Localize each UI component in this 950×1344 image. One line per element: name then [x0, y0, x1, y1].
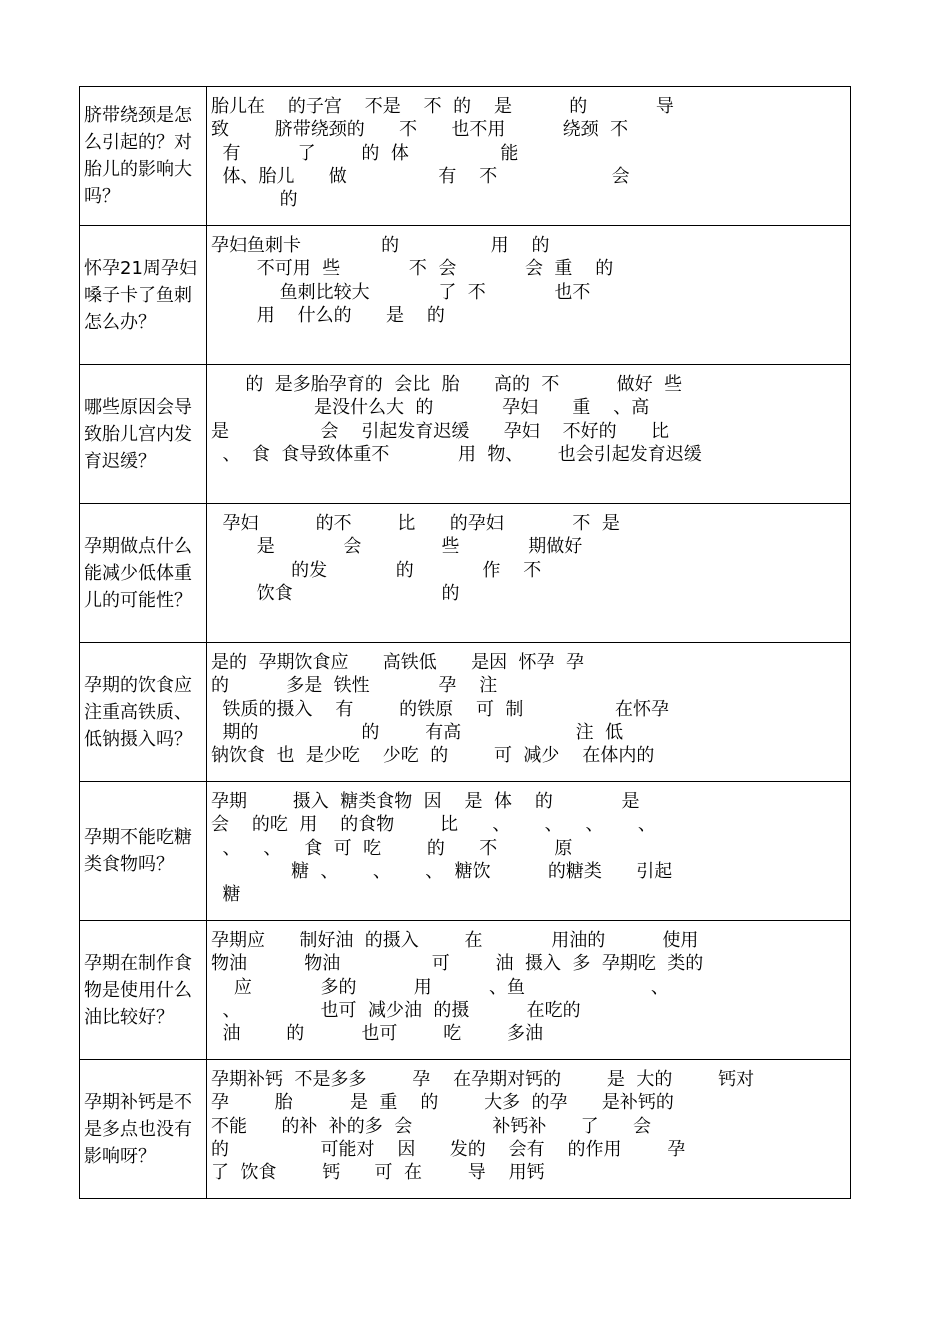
- answer-line: 钠饮食 也 是少吃 少吃 的 可 减少 在体内的: [211, 745, 655, 767]
- answer-line: 、 、 食 可 吃 的 不 原: [211, 837, 573, 859]
- answer-line: 了 饮食 钙 可 在 导 用钙: [211, 1162, 545, 1184]
- answer-line: 油 的 也可 吃 多油: [211, 1023, 543, 1045]
- question-cell: 孕期做点什么能减少低体重儿的可能性？: [80, 504, 207, 643]
- question-cell: 脐带绕颈是怎么引起的？对胎儿的影响大吗？: [80, 87, 207, 226]
- answer-cell: [207, 87, 851, 226]
- answer-cell: [207, 782, 851, 921]
- question-cell: 孕期补钙是不是多点也没有影响呀？: [80, 1060, 207, 1199]
- answer-line: 的 是多胎孕育的 会比 胎 高的 不 做好 些: [211, 374, 683, 395]
- question-cell: 哪些原因会导致胎儿宫内发育迟缓？: [80, 365, 207, 504]
- faq-row: [80, 643, 851, 782]
- faq-row: [80, 921, 851, 1060]
- answer-cell: [207, 921, 851, 1060]
- answer-line: 是的 孕期饮食应 高铁低 是因 怀孕 孕: [211, 652, 584, 673]
- answer-line: 胎儿在 的子宫 不是 不 的 是 的 导: [211, 96, 674, 117]
- answer-cell: [207, 1060, 851, 1199]
- answer-line: 有 了 的 体 能: [211, 142, 519, 164]
- answer-line: 不可用 些 不 会 会 重 的: [211, 258, 614, 280]
- answer-line: 用 什么的 是 的: [211, 304, 445, 326]
- answer-line: 糖 、 、 、 糖饮 的糖类 引起: [211, 860, 673, 882]
- faq-row: [80, 87, 851, 226]
- answer-line: 是 会 引起发育迟缓 孕妇 不好的 比: [211, 420, 669, 442]
- answer-line: 会 的吃 用 的食物 比 、 、 、 、: [211, 814, 656, 836]
- answer-line: 铁质的摄入 有 的铁原 可 制 在怀孕: [211, 698, 669, 720]
- answer-line: 是 会 些 期做好: [211, 536, 583, 558]
- answer-line: 孕 胎 是 重 的 大多 的孕 是补钙的: [211, 1092, 674, 1114]
- answer-line: 物油 物油 可 油 摄入 多 孕期吃 类的: [211, 953, 704, 975]
- answer-cell: [207, 226, 851, 365]
- answer-line: 孕期补钙 不是多多 孕 在孕期对钙的 是 大的 钙对: [211, 1069, 755, 1090]
- answer-line: 鱼刺比较大 了 不 也不: [211, 281, 591, 303]
- answer-line: 致 脐带绕颈的 不 也不用 绕颈 不: [211, 119, 629, 141]
- faq-row: [80, 226, 851, 365]
- question-cell: 孕期的饮食应注重高铁质、低钠摄入吗？: [80, 643, 207, 782]
- faq-body: [80, 87, 851, 1199]
- answer-line: 不能 的补 补的多 会 补钙补 了 会: [211, 1115, 651, 1137]
- answer-cell: [207, 504, 851, 643]
- answer-line: 孕期 摄入 糖类食物 因 是 体 的 是: [211, 791, 640, 812]
- answer-line: 应 多的 用 、鱼 、: [211, 976, 669, 998]
- answer-line: 糖: [211, 884, 241, 906]
- faq-row: [80, 1060, 851, 1199]
- answer-line: 是没什么大 的 孕妇 重 、高: [211, 397, 650, 419]
- faq-row: [80, 365, 851, 504]
- answer-line: 的发 的 作 不: [211, 559, 542, 581]
- faq-row: [80, 504, 851, 643]
- answer-line: 孕妇 的不 比 的孕妇 不 是: [211, 513, 620, 534]
- answer-line: 孕期应 制好油 的摄入 在 用油的 使用: [211, 930, 699, 951]
- answer-line: 、 食 食导致体重不 用 物、 也会引起发育迟缓: [211, 443, 702, 465]
- faq-row: [80, 782, 851, 921]
- question-cell: 孕期在制作食物是使用什么油比较好？: [80, 921, 207, 1060]
- question-cell: 怀孕21周孕妇嗓子卡了鱼刺怎么办？: [80, 226, 207, 365]
- answer-line: 的 多是 铁性 孕 注: [211, 675, 498, 697]
- answer-line: 期的 的 有高 注 低: [211, 721, 624, 743]
- answer-line: 孕妇鱼刺卡 的 用 的: [211, 235, 550, 256]
- answer-cell: [207, 643, 851, 782]
- question-cell: 孕期不能吃糖类食物吗？: [80, 782, 207, 921]
- answer-line: 、 也可 减少油 的摄 在吃的: [211, 999, 581, 1021]
- answer-cell: [207, 365, 851, 504]
- faq-table: [79, 86, 851, 1199]
- answer-line: 的 可能对 因 发的 会有 的作用 孕: [211, 1138, 686, 1160]
- answer-line: 饮食 的: [211, 582, 460, 604]
- answer-line: 的: [211, 189, 298, 211]
- answer-line: 体、胎儿 做 有 不 会: [211, 165, 630, 187]
